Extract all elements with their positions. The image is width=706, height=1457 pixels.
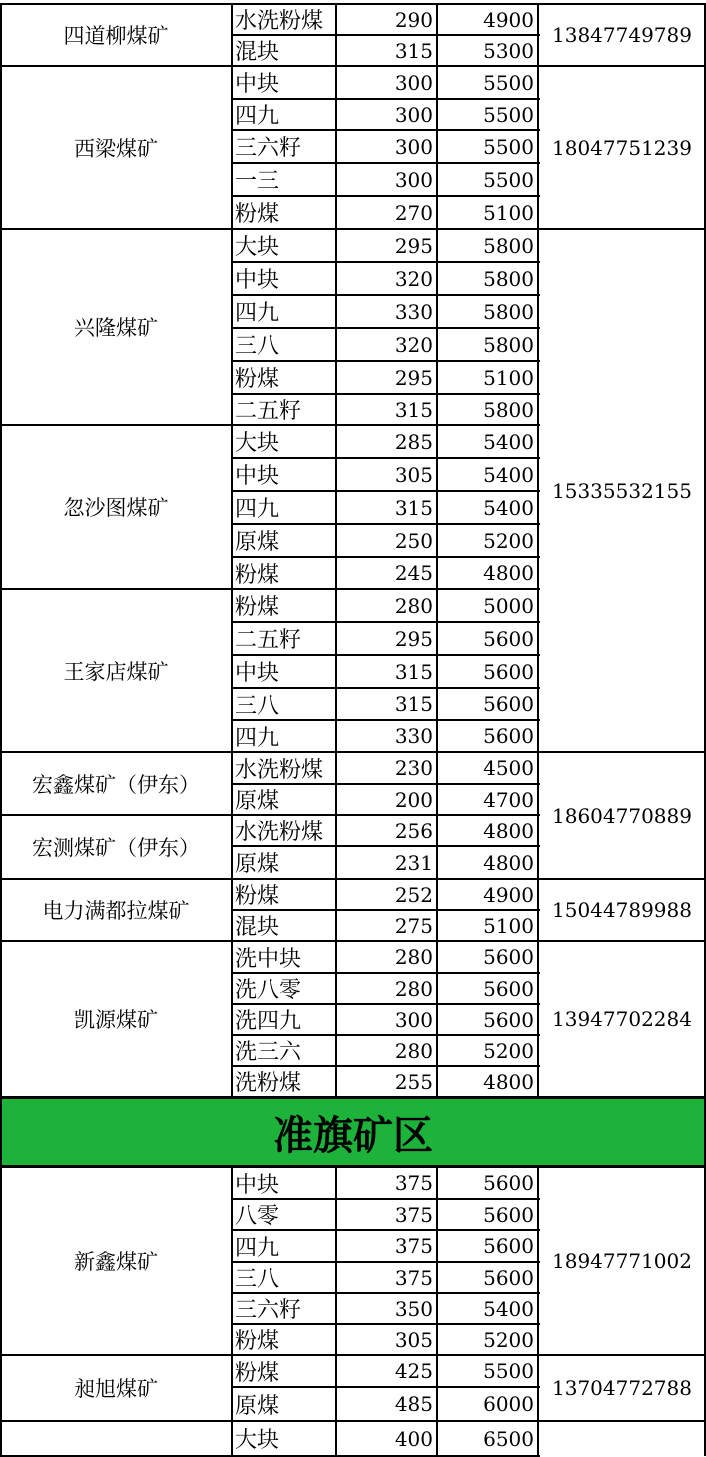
- mine-name-cell: 宏测煤矿（伊东）: [32, 836, 200, 860]
- price-cell: 280: [394, 593, 433, 618]
- price-cell: 280: [394, 1038, 433, 1063]
- coal-type-cell: 混块: [235, 40, 280, 65]
- price-cell: 425: [394, 1359, 433, 1383]
- region-banner: 准旗矿区: [0, 1097, 706, 1167]
- mine-name-cell: 王家店煤矿: [63, 659, 169, 684]
- coal-type-cell: 四九: [235, 725, 280, 751]
- price-cell: 350: [394, 1296, 433, 1321]
- mine-name-cell: 昶旭煤矿: [74, 1377, 158, 1401]
- price-cell: 256: [394, 818, 433, 843]
- grid-line: [335, 1167, 337, 1456]
- price-cell: 270: [394, 200, 433, 225]
- price-cell: 300: [394, 167, 433, 192]
- price-cell: 305: [394, 1327, 433, 1352]
- price-cell: 315: [394, 659, 433, 684]
- grid-line: [0, 424, 234, 426]
- price-cell: 231: [394, 850, 433, 875]
- calorific-cell: 5800: [483, 266, 534, 291]
- coal-type-cell: 二五籽: [235, 628, 302, 653]
- mine-name-cell: 凯源煤矿: [74, 1008, 158, 1032]
- calorific-cell: 5800: [483, 233, 534, 258]
- coal-type-cell: 洗四九: [235, 1009, 302, 1034]
- grid-line: [538, 1420, 706, 1422]
- mine-name-cell: 兴隆煤矿: [74, 316, 158, 340]
- phone-cell: 13847749789: [552, 23, 692, 47]
- coal-type-cell: 四九: [235, 497, 280, 522]
- price-cell: 255: [394, 1069, 433, 1094]
- calorific-cell: 5200: [483, 1038, 534, 1063]
- mine-name-cell: 四道柳煤矿: [63, 24, 169, 48]
- calorific-cell: 5600: [483, 724, 534, 748]
- price-cell: 400: [394, 1426, 433, 1451]
- phone-cell: 18947771002: [552, 1249, 692, 1273]
- calorific-cell: 5500: [483, 70, 534, 95]
- grid-line: [0, 814, 234, 816]
- price-cell: 285: [394, 429, 433, 454]
- price-cell: 300: [394, 134, 433, 159]
- coal-type-cell: 洗中块: [235, 946, 302, 972]
- price-cell: 330: [394, 299, 433, 324]
- coal-type-cell: 粉煤: [235, 562, 280, 588]
- coal-type-cell: 四九: [235, 301, 280, 326]
- grid-line: [0, 3, 234, 5]
- phone-cell: 18047751239: [552, 135, 692, 160]
- grid-line: [538, 1354, 706, 1356]
- grid-line: [0, 1167, 2, 1456]
- coal-type-cell: 中块: [235, 1172, 280, 1198]
- coal-type-cell: 混块: [235, 915, 280, 940]
- calorific-cell: 5500: [483, 167, 534, 192]
- price-cell: 375: [394, 1265, 433, 1290]
- grid-line: [537, 4, 539, 1097]
- coal-type-cell: 洗三六: [235, 1040, 302, 1065]
- grid-line: [537, 1167, 539, 1456]
- calorific-cell: 5600: [483, 692, 534, 716]
- calorific-cell: 5600: [483, 1234, 534, 1258]
- calorific-cell: 5400: [483, 1296, 534, 1321]
- coal-type-cell: 大块: [235, 431, 280, 456]
- price-cell: 295: [394, 233, 433, 258]
- calorific-cell: 6000: [483, 1392, 534, 1416]
- coal-type-cell: 中块: [235, 661, 280, 686]
- coal-type-cell: 八零: [235, 1204, 280, 1229]
- coal-type-cell: 原煤: [235, 789, 280, 814]
- calorific-cell: 5000: [483, 593, 534, 618]
- coal-type-cell: 原煤: [235, 530, 280, 555]
- price-cell: 295: [394, 365, 433, 390]
- mine-name-cell: 西梁煤矿: [74, 136, 158, 161]
- phone-cell: 15044789988: [552, 898, 692, 922]
- calorific-cell: 5500: [483, 134, 534, 159]
- price-cell: 280: [394, 945, 433, 969]
- grid-line: [436, 4, 438, 1097]
- calorific-cell: 5600: [483, 626, 534, 651]
- mine-name-cell: 电力满都拉煤矿: [42, 899, 190, 923]
- price-cell: 375: [394, 1234, 433, 1258]
- price-cell: 252: [394, 882, 433, 907]
- grid-line: [0, 751, 234, 753]
- coal-type-cell: 四九: [235, 1235, 280, 1261]
- grid-line: [0, 228, 234, 230]
- price-cell: 320: [394, 266, 433, 291]
- calorific-cell: 4900: [483, 882, 534, 907]
- calorific-cell: 5600: [483, 1202, 534, 1227]
- calorific-cell: 5600: [483, 1007, 534, 1032]
- price-cell: 315: [394, 495, 433, 520]
- grid-line: [538, 751, 706, 753]
- coal-type-cell: 三六籽: [235, 136, 302, 161]
- calorific-cell: 5800: [483, 397, 534, 422]
- calorific-cell: 5100: [483, 365, 534, 390]
- coal-type-cell: 粉煤: [235, 367, 280, 392]
- coal-type-cell: 中块: [235, 268, 280, 293]
- calorific-cell: 5400: [483, 495, 534, 520]
- calorific-cell: 5600: [483, 945, 534, 969]
- grid-line: [0, 1420, 234, 1422]
- coal-type-cell: 大块: [235, 235, 280, 260]
- coal-type-cell: 中块: [235, 464, 280, 489]
- calorific-cell: 5100: [483, 200, 534, 225]
- calorific-cell: 5500: [483, 102, 534, 127]
- coal-type-cell: 一三: [235, 169, 280, 194]
- calorific-cell: 6500: [483, 1426, 534, 1451]
- coal-type-cell: 洗粉煤: [235, 1071, 302, 1096]
- price-cell: 315: [394, 38, 433, 63]
- price-cell: 305: [394, 462, 433, 487]
- grid-line: [231, 4, 233, 1097]
- calorific-cell: 5400: [483, 429, 534, 454]
- coal-type-cell: 大块: [235, 1428, 280, 1453]
- price-cell: 200: [394, 787, 433, 812]
- price-cell: 320: [394, 332, 433, 357]
- calorific-cell: 4700: [483, 787, 534, 812]
- calorific-cell: 4800: [483, 850, 534, 875]
- coal-type-cell: 粉煤: [235, 202, 280, 227]
- coal-type-cell: 粉煤: [235, 595, 280, 620]
- grid-line: [0, 588, 234, 590]
- coal-type-cell: 水洗粉煤: [235, 9, 324, 34]
- coal-type-cell: 水洗粉煤: [235, 820, 324, 845]
- calorific-cell: 5600: [483, 659, 534, 684]
- calorific-cell: 5200: [483, 1327, 534, 1352]
- price-cell: 245: [394, 561, 433, 585]
- coal-type-cell: 三八: [235, 1267, 280, 1292]
- calorific-cell: 5500: [483, 1359, 534, 1383]
- calorific-cell: 5100: [483, 913, 534, 938]
- price-cell: 300: [394, 1007, 433, 1032]
- price-cell: 290: [394, 7, 433, 32]
- coal-type-cell: 粉煤: [235, 884, 280, 909]
- coal-type-cell: 四九: [235, 104, 280, 129]
- mine-name-cell: 宏鑫煤矿（伊东）: [32, 772, 200, 797]
- price-cell: 275: [394, 913, 433, 938]
- price-cell: 230: [394, 756, 433, 780]
- price-cell: 315: [394, 692, 433, 716]
- price-cell: 300: [394, 70, 433, 95]
- phone-cell: 13947702284: [552, 1007, 692, 1031]
- grid-line: [335, 4, 337, 1097]
- grid-line: [0, 65, 234, 67]
- grid-line: [0, 878, 234, 880]
- phone-cell: 15335532155: [552, 478, 692, 503]
- coal-type-cell: 洗八零: [235, 978, 302, 1003]
- grid-line: [538, 878, 706, 880]
- coal-type-cell: 三八: [235, 693, 280, 719]
- price-cell: 250: [394, 528, 433, 553]
- price-cell: 280: [394, 976, 433, 1001]
- coal-type-cell: 粉煤: [235, 1360, 280, 1386]
- calorific-cell: 4800: [483, 818, 534, 843]
- price-cell: 295: [394, 626, 433, 651]
- coal-type-cell: 中块: [235, 72, 280, 97]
- calorific-cell: 5300: [483, 38, 534, 63]
- calorific-cell: 5800: [483, 299, 534, 324]
- price-cell: 300: [394, 102, 433, 127]
- mine-name-cell: [0, 1421, 232, 1456]
- price-cell: 330: [394, 724, 433, 748]
- calorific-cell: 5600: [483, 1171, 534, 1195]
- price-cell: 485: [394, 1392, 433, 1416]
- grid-line: [538, 940, 706, 942]
- grid-line: [231, 1167, 233, 1456]
- coal-type-cell: 粉煤: [235, 1329, 280, 1354]
- calorific-cell: 4800: [483, 1069, 534, 1094]
- coal-type-cell: 三六籽: [235, 1298, 302, 1323]
- grid-line: [0, 4, 2, 1097]
- calorific-cell: 5600: [483, 1265, 534, 1290]
- mine-name-cell: 新鑫煤矿: [74, 1250, 158, 1274]
- calorific-cell: 5600: [483, 976, 534, 1001]
- calorific-cell: 4500: [483, 756, 534, 780]
- phone-cell: 13704772788: [552, 1376, 692, 1400]
- calorific-cell: 5800: [483, 332, 534, 357]
- grid-line: [436, 1167, 438, 1456]
- price-cell: 375: [394, 1171, 433, 1195]
- mine-name-cell: 忽沙图煤矿: [63, 496, 169, 520]
- coal-type-cell: 二五籽: [235, 399, 302, 424]
- coal-type-cell: 三八: [235, 334, 280, 359]
- price-cell: 375: [394, 1202, 433, 1227]
- grid-line: [538, 3, 706, 5]
- calorific-cell: 5400: [483, 462, 534, 487]
- phone-cell: 18604770889: [552, 803, 692, 828]
- calorific-cell: 4800: [483, 561, 534, 585]
- grid-line: [232, 3, 540, 5]
- calorific-cell: 4900: [483, 7, 534, 32]
- coal-type-cell: 水洗粉煤: [235, 757, 324, 783]
- grid-line: [538, 228, 706, 230]
- grid-line: [538, 65, 706, 67]
- calorific-cell: 5200: [483, 528, 534, 553]
- coal-type-cell: 原煤: [235, 852, 280, 877]
- grid-line: [0, 940, 234, 942]
- price-cell: 315: [394, 397, 433, 422]
- grid-line: [0, 1354, 234, 1356]
- coal-type-cell: 原煤: [235, 1393, 280, 1419]
